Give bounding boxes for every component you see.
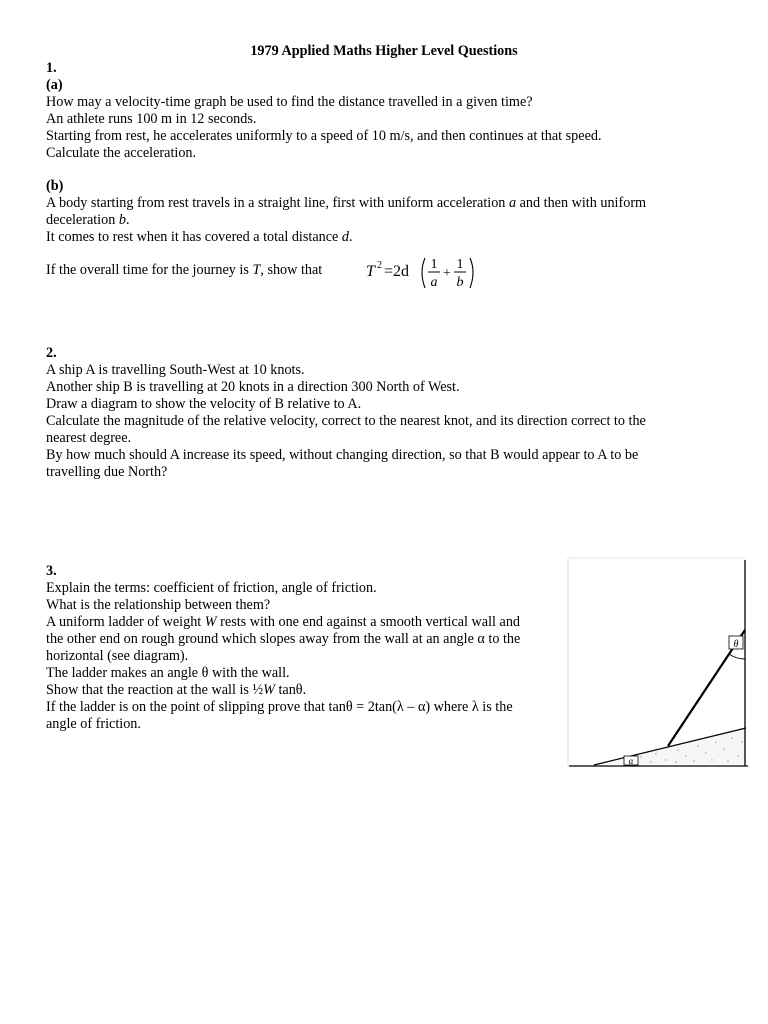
formula-num1: 1: [430, 257, 438, 272]
formula-exponent: 2: [377, 260, 382, 271]
question-2-line: By how much should A increase its speed, without changing direction, so that B would appear to A to be: [46, 447, 639, 463]
question-3-line: the other end on rough ground which slopes away from the wall at an angle α to the: [46, 631, 521, 647]
question-3-line: Explain the terms: coefficient of friction, angle of friction.: [46, 580, 377, 596]
question-3-line: If the ladder is on the point of slipping prove that tanθ = 2tan(λ – α) where λ is the: [46, 699, 513, 715]
question-2-line: travelling due North?: [46, 464, 168, 480]
formula-right-paren: [470, 258, 473, 288]
question-2-number: 2.: [46, 345, 57, 361]
question-1b-line: It comes to rest when it has covered a total distance d.: [46, 229, 353, 245]
question-3-number: 3.: [46, 563, 57, 579]
question-1a-line: Calculate the acceleration.: [46, 145, 197, 161]
formula-left-paren: [422, 258, 425, 288]
question-2-line: Another ship B is travelling at 20 knots in a direction 300 North of West.: [46, 379, 460, 395]
question-2: [46, 345, 646, 481]
question-1-number: 1.: [46, 60, 57, 76]
formula-den2: b: [456, 275, 464, 290]
question-1b-formula-row: [46, 253, 546, 293]
formula-den1: a: [430, 275, 438, 290]
question-3-line: The ladder makes an angle θ with the wall.: [46, 665, 290, 681]
theta-label: θ: [733, 639, 739, 650]
question-3-line: Show that the reaction at the wall is ½W tanθ.: [46, 682, 307, 698]
question-1a-line: Starting from rest, he accelerates uniformly to a speed of 10 m/s, and then continues at that speed.: [46, 128, 602, 144]
question-2-line: nearest degree.: [46, 430, 132, 446]
question-1b-line: A body starting from rest travels in a straight line, first with uniform acceleration a and then with uniform: [46, 195, 647, 211]
ladder-diagram: [566, 556, 752, 770]
formula-lhs: T: [366, 263, 375, 280]
formula-num2: 1: [456, 257, 464, 272]
question-1a-line: How may a velocity-time graph be used to find the distance travelled in a given time?: [46, 94, 533, 110]
question-1a-label: (a): [46, 77, 63, 93]
question-1: [46, 60, 602, 162]
question-3-line: What is the relationship between them?: [46, 597, 271, 613]
formula-equation: [364, 253, 484, 293]
document-title: 1979 Applied Maths Higher Level Questions: [250, 43, 518, 59]
formula-plus: +: [443, 266, 451, 281]
question-3-line: horizontal (see diagram).: [46, 648, 189, 664]
question-3-line: A uniform ladder of weight W rests with one end against a smooth vertical wall and: [46, 614, 521, 630]
question-3-line: angle of friction.: [46, 716, 141, 732]
question-1b-line: If the overall time for the journey is T, show that: [46, 262, 323, 278]
question-1b-label: (b): [46, 178, 64, 194]
question-1a-line: An athlete runs 100 m in 12 seconds.: [46, 111, 257, 127]
theta-arc: [729, 654, 745, 659]
formula-equals: =2d: [384, 263, 410, 280]
question-3: [46, 563, 566, 733]
alpha-label: α: [628, 756, 634, 766]
question-1b-line: deceleration b.: [46, 212, 130, 228]
question-1b: [46, 178, 646, 246]
question-2-line: A ship A is travelling South-West at 10 knots.: [46, 362, 305, 378]
question-2-line: Calculate the magnitude of the relative velocity, correct to the nearest knot, and its direction correct to the: [46, 413, 646, 429]
question-2-line: Draw a diagram to show the velocity of B relative to A.: [46, 396, 362, 412]
